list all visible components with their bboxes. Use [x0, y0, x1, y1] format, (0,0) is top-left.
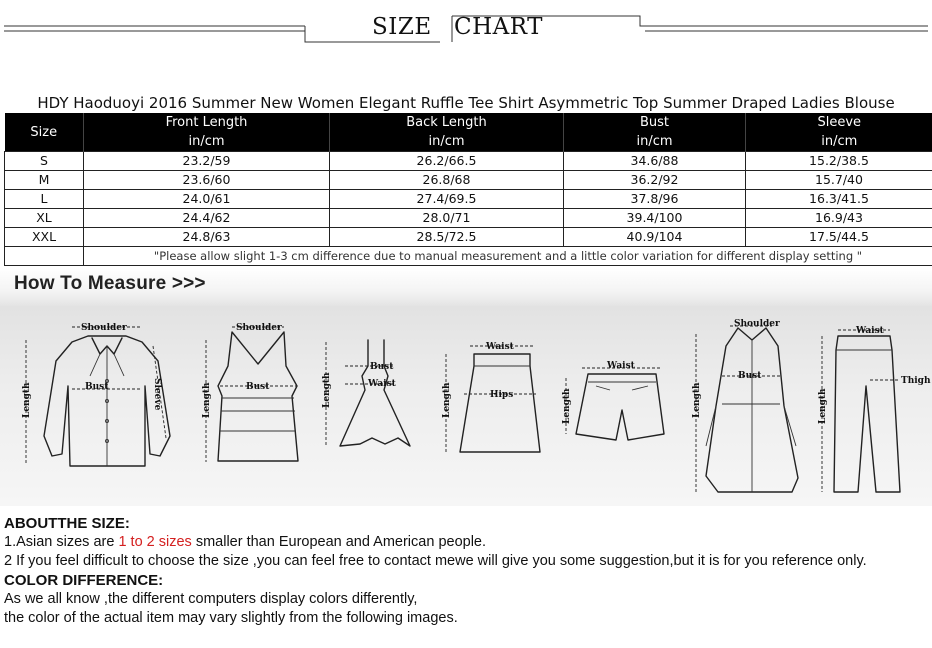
- svg-text:Hips: Hips: [490, 390, 514, 400]
- svg-text:Bust: Bust: [246, 382, 270, 392]
- measurement-drawings: [0, 306, 932, 506]
- svg-text:Length: Length: [322, 372, 332, 408]
- strap-dress-illustration: [322, 340, 410, 446]
- cell-size: L: [5, 190, 84, 209]
- svg-text:Bust: Bust: [370, 362, 394, 372]
- cell-back-length: 28.0/71: [330, 209, 564, 228]
- banner-word-chart: CHART: [454, 14, 544, 40]
- cell-bust: 39.4/100: [564, 209, 746, 228]
- svg-text:Length: Length: [22, 382, 32, 418]
- size-chart-banner: [0, 0, 932, 48]
- header-bust: Bust in/cm: [564, 113, 746, 152]
- svg-text:Thigh: Thigh: [901, 376, 931, 386]
- about-size-heading: ABOUTTHE SIZE:: [4, 515, 130, 532]
- how-to-measure-heading: How To Measure >>>: [14, 273, 206, 294]
- cell-back-length: 26.2/66.5: [330, 152, 564, 171]
- coat-illustration: [692, 319, 798, 492]
- svg-text:Length: Length: [442, 382, 452, 418]
- cell-size: M: [5, 171, 84, 190]
- table-note-row: [5, 247, 932, 266]
- note-line-3: As we all know ,the different computers display colors differently,: [4, 591, 418, 607]
- svg-text:Length: Length: [692, 382, 702, 418]
- cell-sleeve: 16.3/41.5: [746, 190, 932, 209]
- cell-back-length: 26.8/68: [330, 171, 564, 190]
- svg-text:Bust: Bust: [85, 382, 109, 392]
- size-notes: [4, 514, 924, 628]
- size-difference-highlight: 1 to 2 sizes: [118, 534, 192, 550]
- cell-size: S: [5, 152, 84, 171]
- table-row: [5, 152, 932, 171]
- note-line-2: 2 If you feel difficult to choose the size ,you can feel free to contact mewe will give you some suggestion,but it is for you reference only.: [4, 553, 867, 569]
- banner-title: [372, 14, 544, 40]
- cell-back-length: 28.5/72.5: [330, 228, 564, 247]
- svg-text:Sleeve: Sleeve: [152, 378, 162, 411]
- cell-front-length: 23.6/60: [84, 171, 330, 190]
- pants-illustration: [818, 326, 931, 492]
- measurement-illustrations: [0, 306, 932, 506]
- header-sleeve: Sleeve in/cm: [746, 113, 932, 152]
- cell-front-length: 23.2/59: [84, 152, 330, 171]
- table-row: [5, 209, 932, 228]
- cell-sleeve: 15.7/40: [746, 171, 932, 190]
- cell-size: XXL: [5, 228, 84, 247]
- svg-text:Waist: Waist: [486, 342, 514, 352]
- svg-text:Waist: Waist: [856, 326, 884, 336]
- header-size: Size: [5, 113, 84, 152]
- svg-text:Shoulder: Shoulder: [236, 323, 282, 333]
- cell-front-length: 24.8/63: [84, 228, 330, 247]
- svg-text:Length: Length: [818, 388, 828, 424]
- tank-top-illustration: [202, 323, 298, 462]
- product-title: HDY Haoduoyi 2016 Summer New Women Elegant Ruffle Tee Shirt Asymmetric Top Summer Draped Ladies Blouse: [37, 94, 895, 112]
- svg-text:Shoulder: Shoulder: [81, 323, 127, 333]
- cell-bust: 37.8/96: [564, 190, 746, 209]
- svg-text:Bust: Bust: [738, 371, 762, 381]
- table-header-row: [5, 113, 932, 152]
- cell-sleeve: 17.5/44.5: [746, 228, 932, 247]
- cell-sleeve: 15.2/38.5: [746, 152, 932, 171]
- cell-sleeve: 16.9/43: [746, 209, 932, 228]
- table-row: [5, 171, 932, 190]
- note-line-1: 1.Asian sizes are 1 to 2 sizes smaller than European and American people.: [4, 534, 487, 550]
- svg-text:Length: Length: [202, 382, 212, 418]
- svg-text:Waist: Waist: [368, 379, 396, 389]
- shorts-illustration: [562, 361, 664, 440]
- blouse-illustration: [22, 323, 170, 466]
- svg-text:Shoulder: Shoulder: [734, 319, 780, 329]
- table-row: [5, 228, 932, 247]
- svg-text:Waist: Waist: [607, 361, 635, 371]
- header-back-length: Back Length in/cm: [330, 113, 564, 152]
- cell-bust: 40.9/104: [564, 228, 746, 247]
- cell-note-spacer: [5, 247, 84, 266]
- cell-size: XL: [5, 209, 84, 228]
- cell-bust: 36.2/92: [564, 171, 746, 190]
- cell-front-length: 24.4/62: [84, 209, 330, 228]
- cell-front-length: 24.0/61: [84, 190, 330, 209]
- banner-word-size: SIZE: [372, 14, 432, 40]
- table-row: [5, 190, 932, 209]
- svg-text:Length: Length: [562, 388, 572, 424]
- cell-back-length: 27.4/69.5: [330, 190, 564, 209]
- color-difference-heading: COLOR DIFFERENCE:: [4, 572, 164, 589]
- measurement-note: "Please allow slight 1-3 cm difference due to manual measurement and a little color variation for different display setting ": [84, 247, 932, 266]
- skirt-illustration: [442, 342, 540, 452]
- cell-bust: 34.6/88: [564, 152, 746, 171]
- note-line-4: the color of the actual item may vary slightly from the following images.: [4, 610, 458, 626]
- header-front-length: Front Length in/cm: [84, 113, 330, 152]
- size-table: [4, 113, 932, 266]
